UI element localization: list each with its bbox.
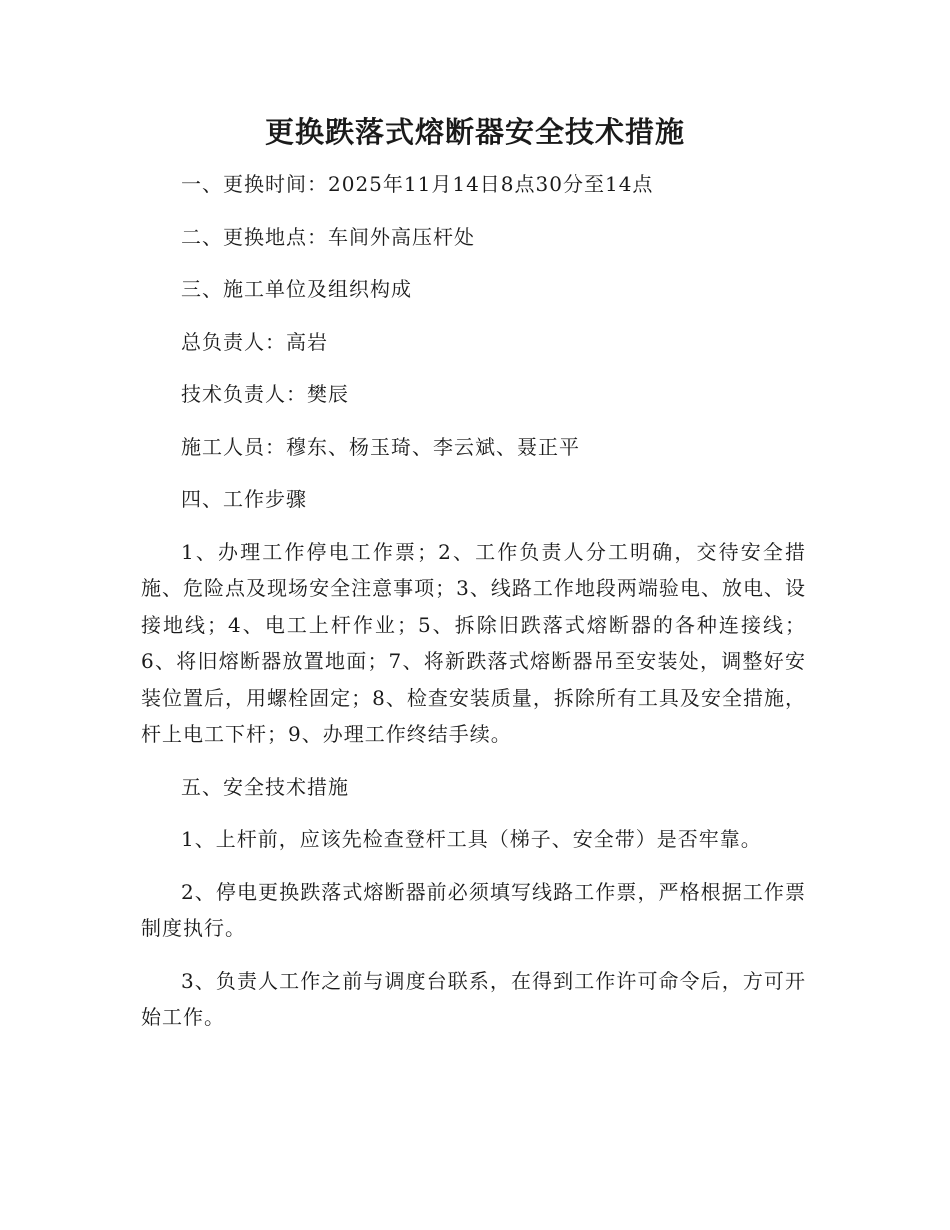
paragraph-steps-heading: 四、工作步骤 — [181, 487, 307, 511]
paragraph-technical-manager: 技术负责人：樊辰 — [181, 382, 349, 406]
paragraph-safety-heading: 五、安全技术措施 — [181, 774, 349, 799]
document-body — [141, 166, 806, 1052]
paragraph-organization-heading: 三、施工单位及组织构成 — [181, 277, 412, 301]
paragraph-time: 一、更换时间：2025年11月14日8点30分至14点 — [181, 172, 654, 196]
paragraph-safety-3: 3、负责人工作之前与调度台联系，在得到工作许可命令后，方可开始工作。 — [141, 968, 806, 1029]
document-title: 更换跌落式熔断器安全技术措施 — [264, 115, 685, 149]
paragraph-location: 二、更换地点：车间外高压杆处 — [181, 224, 475, 249]
paragraph-workers: 施工人员：穆东、杨玉琦、李云斌、聂正平 — [181, 434, 580, 459]
paragraph-general-manager: 总负责人：高岩 — [181, 329, 328, 354]
paragraph-safety-2: 2、停电更换跌落式熔断器前必须填写线路工作票，严格根据工作票制度执行。 — [141, 879, 806, 940]
paragraph-safety-1: 1、上杆前，应该先检查登杆工具（梯子、安全带）是否牢靠。 — [181, 827, 762, 851]
paragraph-steps: 1、办理工作停电工作票；2、工作负责人分工明确，交待安全措施、危险点及现场安全注意事项；3、线路工作地段两端验电、放电、设接地线；4、电工上杆作业；5、拆除旧跌落式熔断器的各种连接线；6、将旧熔断器放置地面；7、将新跌落式熔断器吊至安装处，调整好安装位置后，用螺栓固定；8、检查安装质量，拆除所有工具及安全措施，杆上电工下杆；9、办理工作终结手续。 — [141, 539, 806, 746]
